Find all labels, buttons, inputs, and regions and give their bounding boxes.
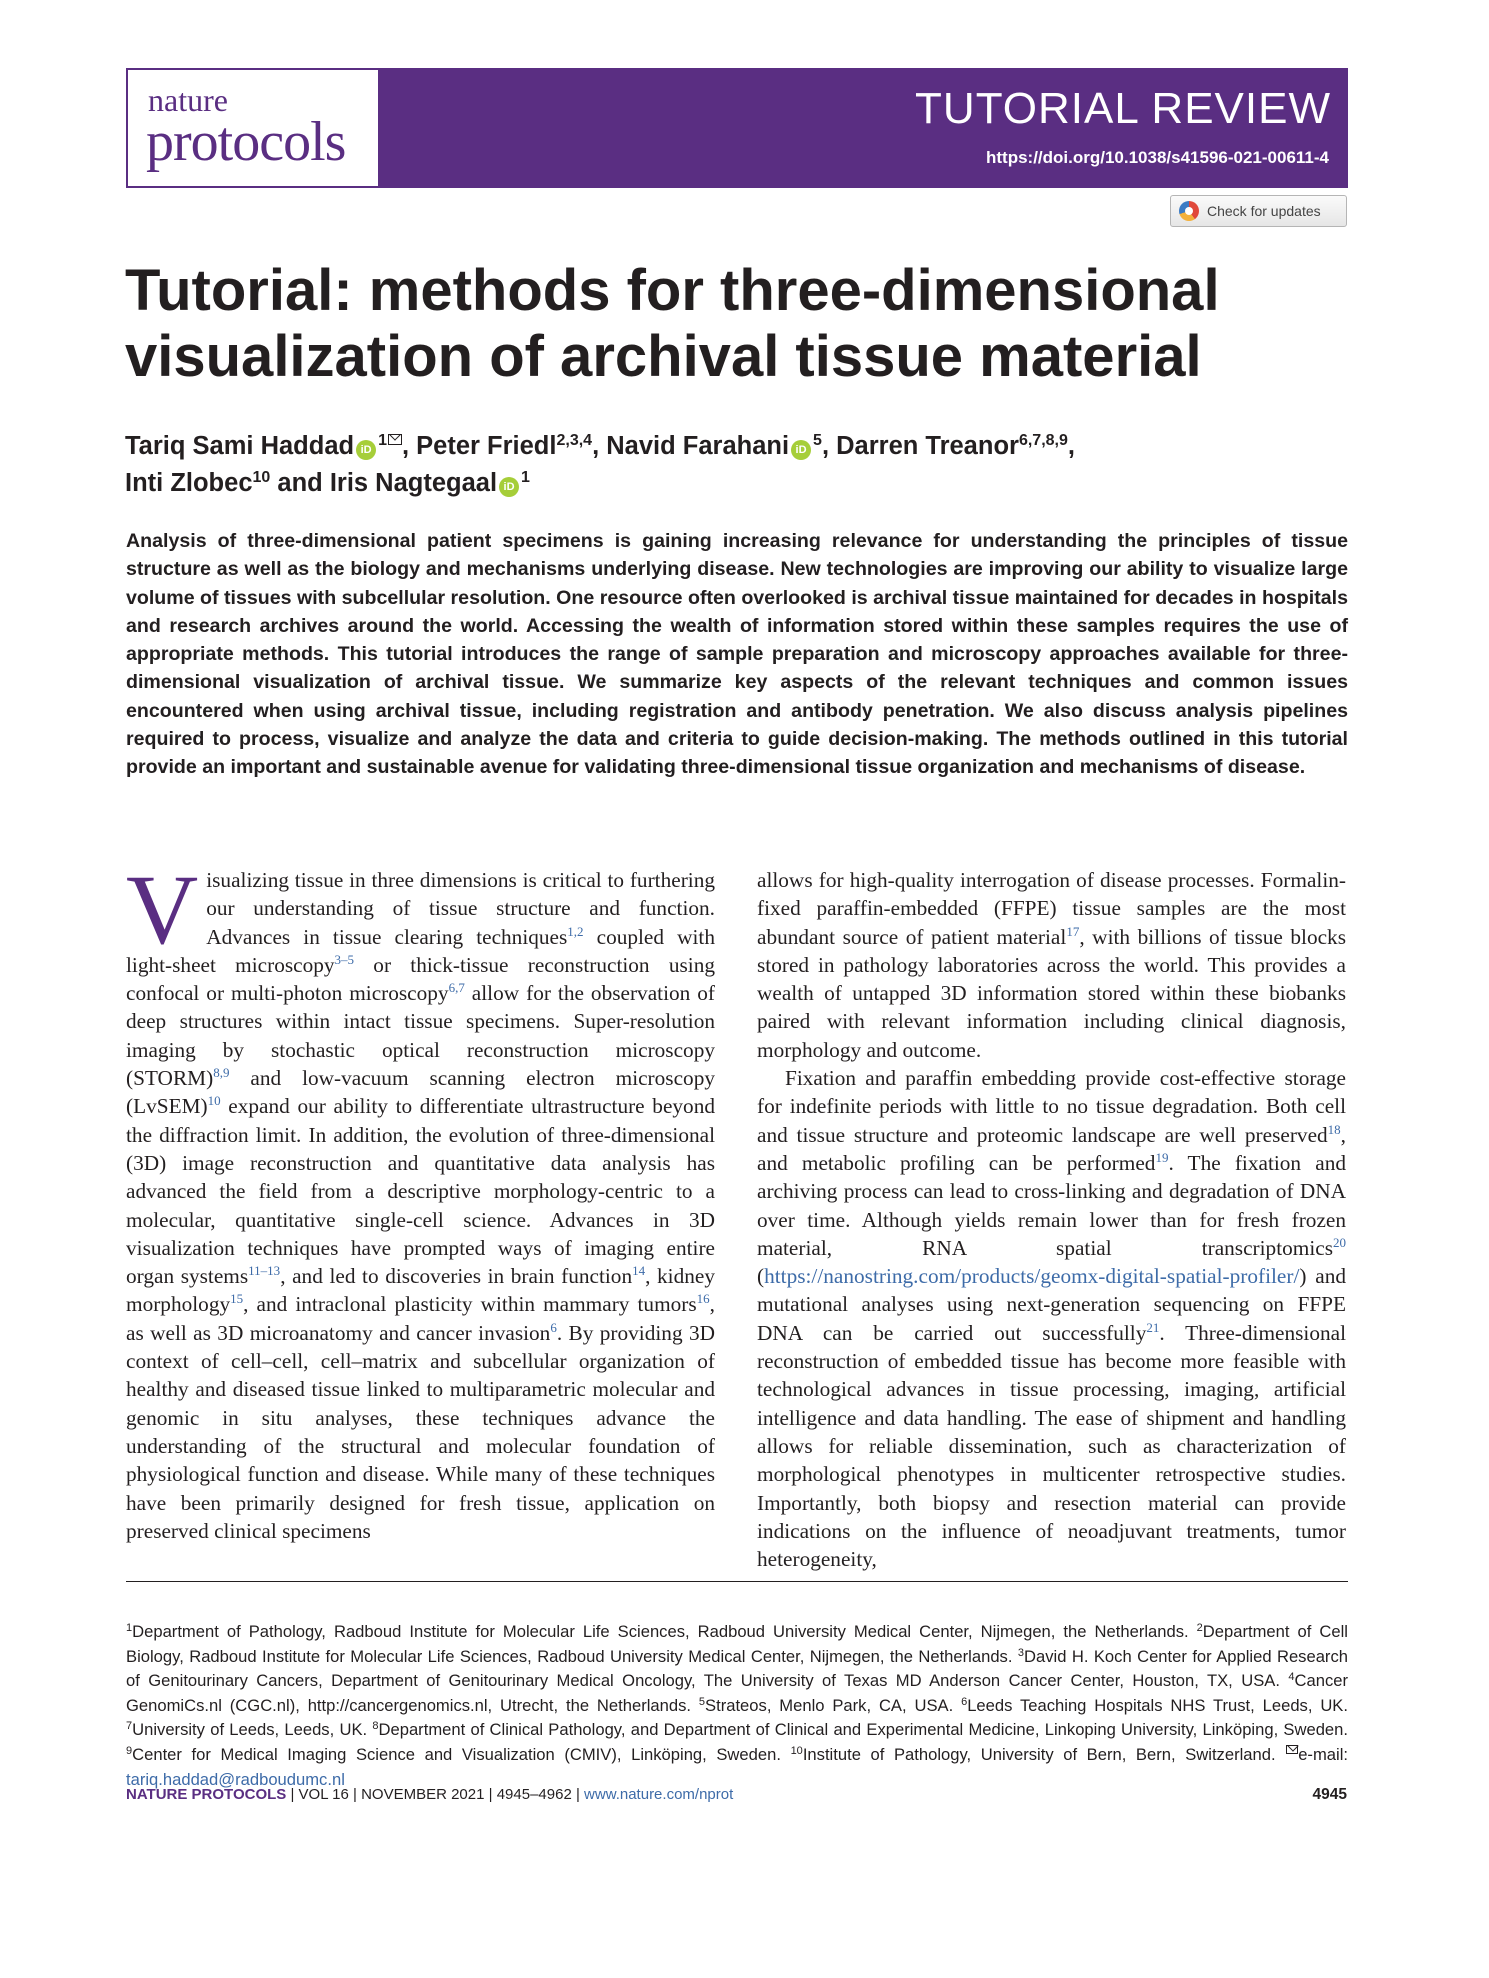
citation[interactable]: 1,2	[567, 923, 584, 939]
author-name[interactable]: Iris Nagtegaal	[329, 469, 498, 497]
citation[interactable]: 14	[632, 1263, 646, 1279]
check-for-updates-button[interactable]	[1170, 195, 1347, 227]
citation[interactable]: 21	[1146, 1319, 1160, 1335]
footer-journal: NATURE PROTOCOLS	[126, 1786, 287, 1803]
author-name[interactable]: Darren Treanor	[836, 432, 1019, 460]
orcid-icon[interactable]: iD	[356, 440, 376, 460]
body-column-right	[757, 866, 1346, 1573]
author-name[interactable]: Tariq Sami Haddad	[125, 432, 355, 460]
body-column-left	[126, 854, 715, 1545]
author-affiliation-sup: 1	[521, 469, 530, 486]
citation[interactable]: 18	[1327, 1121, 1341, 1137]
nanostring-url-link[interactable]: https://nanostring.com/products/geomx-digital-spatial-profiler/	[764, 1264, 1300, 1289]
body-paragraph: Fixation and paraffin embedding provide cost-effective storage for indefinite periods with little to no tissue degradation. Both cell and tissue structure and proteomic landscape are well preserved$^{18}$, and metabolic profiling can be performed$^{19}$. The fixation and archiving process can lead to cross-linking and degradation of DNA over time. Although yields remain lower than for fresh frozen material, RNA spatial transcriptomics$^{20}$ (https://nanostring.com/products/geomx-digital-spatial-profiler/) and mutational analyses using next-generation sequencing on FFPE DNA can be carried out successfully$^{21}$. Three-dimensional reconstruction of embedded tissue has become more feasible with technological advances in tissue processing, imaging, artificial intelligence and data handling. The ease of shipment and handling allows for reliable dissemination, such as characterization of morphological phenotypes in multicenter retrospective studies. Importantly, both biopsy and resection material can provide indications on the influence of neoadjuvant treatments, tumor heterogeneity,	[757, 1066, 1347, 1572]
footer-pages: 4945–4962	[496, 1786, 572, 1803]
citation[interactable]: 8,9	[213, 1065, 230, 1081]
orcid-icon[interactable]: iD	[499, 477, 519, 497]
footer-website-link[interactable]: www.nature.com/nprot	[584, 1786, 734, 1803]
author-name[interactable]: Peter Friedl	[416, 432, 557, 460]
author-name[interactable]: Navid Farahani	[606, 432, 790, 460]
footer-volume: VOL 16	[298, 1786, 349, 1803]
journal-logo[interactable]	[126, 68, 380, 188]
citation[interactable]: 6	[550, 1319, 557, 1335]
article-title: Tutorial: methods for three-dimensional visualization of archival tissue material	[125, 258, 1220, 389]
footer-date: NOVEMBER 2021	[361, 1786, 485, 1803]
email-envelope-icon[interactable]	[388, 434, 402, 445]
citation[interactable]: 20	[1333, 1234, 1346, 1250]
citation[interactable]: 11–13	[248, 1263, 281, 1279]
affiliations: $^1$Department of Pathology, Radboud Institute for Molecular Life Sciences, Radboud University Medical Center, Nijmegen, the Netherlands. $^2$Department of Cell Biology, Radboud Institute for Molecular Life Sciences, Radboud University Medical Center, Nijmegen, the Netherlands. $^3$David H. Koch Center for Applied Research of Genitourinary Cancers, Department of Genitourinary Medical Oncology, The University of Texas MD Anderson Cancer Center, Houston, TX, USA. $^4$Cancer GenomiCs.nl (CGC.nl), http://cancergenomics.nl, Utrecht, the Netherlands. $^5$Strateos, Menlo Park, CA, USA. $^6$Leeds Teaching Hospitals NHS Trust, Leeds, UK. $^7$University of Leeds, Leeds, UK. $^8$Department of Clinical Pathology, and Department of Clinical and Experimental Medicine, Linkoping University, Linköping, Sweden. $^9$Center for Medical Imaging Science and Visualization (CMIV), Linköping, Sweden. $^{10}$Institute of Pathology, University of Bern, Bern, Switzerland. e-mail: tariq.haddad@radboudumc.nl	[126, 1622, 1349, 1789]
citation[interactable]: 15	[230, 1291, 244, 1307]
article-type-label: TUTORIAL REVIEW	[915, 84, 1331, 133]
abstract: Analysis of three-dimensional patient specimens is gaining increasing relevance for understanding the principles of tissue structure as well as the biology and mechanisms underlying disease. New technologies are improving our ability to visualize large volume of tissues with subcellular resolution. One resource often overlooked is archival tissue maintained for decades in hospitals and research archives around the world. Accessing the wealth of information stored within these samples requires the use of appropriate methods. This tutorial introduces the range of sample preparation and microscopy approaches available for three-dimensional visualization of archival tissue. We summarize key aspects of the relevant techniques and common issues encountered when using archival tissue, including registration and antibody penetration. We also discuss analysis pipelines required to process, visualize and analyze the data and criteria to guide decision-making. The methods outlined in this tutorial provide an important and sustainable avenue for validating three-dimensional tissue organization and mechanisms of disease.	[126, 530, 1348, 779]
crossmark-icon	[1179, 201, 1199, 221]
citation[interactable]: 17	[1066, 923, 1080, 939]
drop-cap: V	[126, 854, 199, 965]
logo-protocols-text: protocols	[146, 111, 346, 173]
body-paragraph: allows for high-quality interrogation of disease processes. Formalin-fixed paraffin-embedded (FFPE) tissue samples are the most abundant source of patient material$^{17}$, with billions of tissue blocks stored in pathology laboratories across the world. This provides a wealth of untapped 3D information stored within these biobanks paired with relevant information including clinical diagnosis, morphology and outcome.	[757, 868, 1346, 1062]
author-name[interactable]: Inti Zlobec	[125, 469, 253, 497]
citation[interactable]: 19	[1155, 1149, 1169, 1165]
author-affiliation-sup: 1	[378, 432, 387, 449]
email-envelope-icon	[1286, 1745, 1298, 1754]
orcid-icon[interactable]: iD	[791, 440, 811, 460]
email-link[interactable]: tariq.haddad@radboudumc.nl	[126, 1769, 345, 1789]
citation[interactable]: 16	[696, 1291, 710, 1307]
citation[interactable]: 10	[207, 1093, 221, 1109]
author-affiliation-sup: 10	[252, 469, 271, 486]
check-for-updates-label: Check for updates	[1207, 203, 1321, 219]
doi-link[interactable]: https://doi.org/10.1038/s41596-021-00611-4	[985, 148, 1329, 167]
author-affiliation-sup: 5	[813, 432, 822, 449]
logo-nature-text: nature	[148, 82, 228, 118]
citation[interactable]: 3–5	[334, 951, 355, 967]
footnote-divider	[126, 1581, 1348, 1582]
email-label: e-mail:	[1298, 1744, 1348, 1764]
page-number: 4945	[1312, 1786, 1347, 1803]
body-paragraph: Visualizing tissue in three dimensions is critical to furthering our understanding of tissue structure and function. Advances in tissue clearing techniques$^{1,2}$ coupled with light-sheet microscopy$^{3-5}$ or thick-tissue reconstruction using confocal or multi-photon microscopy$^{6,7}$ allow for the observation of deep structures within intact tissue specimens. Super-resolution imaging by stochastic optical reconstruction microscopy (STORM)$^{8,9}$ and low-vacuum scanning electron microscopy (LvSEM)$^{10}$ expand our ability to differentiate ultrastructure beyond the diffraction limit. In addition, the evolution of three-dimensional (3D) image reconstruction and quantitative data analysis has advanced the field from a descriptive morphology-centric to a molecular, quantitative single-cell science. Advances in 3D visualization techniques have prompted ways of imaging entire organ systems$^{11-13}$, and led to discoveries in brain function$^{14}$, kidney morphology$^{15}$, and intraclonal plasticity within mammary tumors$^{16}$, as well as 3D microanatomy and cancer invasion$^6$. By providing 3D context of cell–cell, cell–matrix and subcellular organization of healthy and diseased tissue linked to multiparametric molecular and genomic in situ analyses, these techniques advance the understanding of the structural and molecular foundation of physiological function and disease. While many of these techniques have been primarily designed for fresh tissue, application on preserved clinical specimens	[126, 854, 715, 1543]
author-list: Tariq Sami Haddad $iD^1$ , Peter Friedl$^{2,3,4}$, Navid Farahani $iD^5$, Darren Treanor$^{6,7,8,9}$, Inti Zlobec$^{10}$ and Iris Nagtegaal $iD^1$	[125, 432, 1075, 497]
author-affiliation-sup: 6,7,8,9	[1018, 432, 1068, 449]
page-footer: NATURE PROTOCOLS | VOL 16 | NOVEMBER 2021 | 4945–4962 | www.nature.com/nprot	[126, 1786, 734, 1803]
citation[interactable]: 6,7	[448, 980, 465, 996]
author-affiliation-sup: 2,3,4	[556, 432, 593, 449]
